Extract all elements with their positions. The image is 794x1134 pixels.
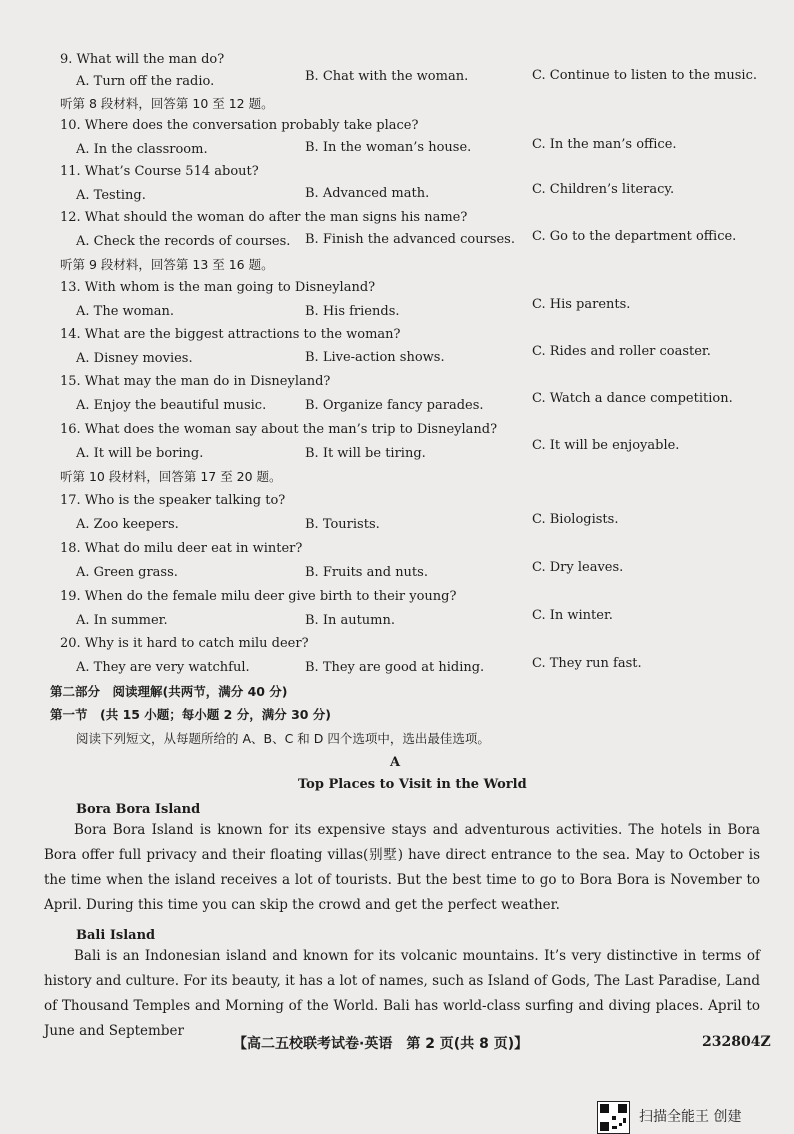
bali-heading: Bali Island (76, 928, 156, 943)
option-b: B. Finish the advanced courses. (305, 232, 515, 247)
option-c: C. Biologists. (532, 512, 619, 527)
question-19: 19. When do the female milu deer give birth to their young? (60, 589, 457, 604)
bora-bora-heading: Bora Bora Island (76, 802, 201, 817)
option-b: B. In autumn. (305, 613, 396, 628)
option-a: A. Disney movies. (76, 351, 193, 366)
material-10-heading: 听第 10 段材料，回答第 17 至 20 题。 (60, 469, 282, 484)
option-b: B. Fruits and nuts. (305, 565, 428, 580)
option-a: A. Green grass. (76, 565, 178, 580)
bali-paragraph (44, 944, 760, 1044)
option-c: C. His parents. (532, 297, 631, 312)
passage-title: Top Places to Visit in the World (298, 777, 527, 792)
question-11: 11. What’s Course 514 about? (60, 164, 259, 179)
question-15: 15. What may the man do in Disneyland? (60, 374, 331, 389)
option-c: C. In winter. (532, 608, 613, 623)
reading-instruction: 阅读下列短文，从每题所给的 A、B、C 和 D 四个选项中，选出最佳选项。 (76, 731, 490, 746)
page-footer-title: 【高二五校联考试卷·英语 第 2 页(共 8 页)】 (233, 1036, 529, 1052)
option-b: B. Organize fancy parades. (305, 398, 484, 413)
option-a: A. Turn off the radio. (76, 74, 215, 89)
question-18: 18. What do milu deer eat in winter? (60, 541, 303, 556)
option-a: A. In the classroom. (76, 142, 208, 157)
paragraph-text: Bali is an Indonesian island and known for its volcanic mountains. It’s very distinctive in terms of history and culture. For its beauty, it has a lot of names, such as Island of Gods, The Last Paradise, Land of Thousand Temples and Morning of the World. Bali has world-class surfing and diving places. April to June and September (44, 948, 760, 1039)
option-a: A. In summer. (76, 613, 168, 628)
option-c: C. In the man’s office. (532, 137, 677, 152)
section-one-heading: 第一节 (共 15 小题；每小题 2 分，满分 30 分) (50, 707, 332, 722)
question-13: 13. With whom is the man going to Disneyland? (60, 280, 376, 295)
part-two-heading: 第二部分 阅读理解(共两节，满分 40 分) (50, 684, 288, 699)
option-a: A. Check the records of courses. (76, 234, 291, 249)
question-9: 9. What will the man do? (60, 52, 225, 67)
option-b: B. Advanced math. (305, 186, 430, 201)
question-20: 20. Why is it hard to catch milu deer? (60, 636, 309, 651)
option-c: C. Go to the department office. (532, 229, 737, 244)
option-b: B. His friends. (305, 304, 400, 319)
exam-code: 232804Z (702, 1034, 771, 1050)
option-b: B. In the woman’s house. (305, 140, 472, 155)
option-c: C. It will be enjoyable. (532, 438, 680, 453)
question-14: 14. What are the biggest attractions to the woman? (60, 327, 401, 342)
question-16: 16. What does the woman say about the man’s trip to Disneyland? (60, 422, 498, 437)
passage-letter: A (390, 755, 401, 770)
question-10: 10. Where does the conversation probably take place? (60, 118, 419, 133)
material-8-heading: 听第 8 段材料，回答第 10 至 12 题。 (60, 96, 274, 111)
option-b: B. Chat with the woman. (305, 69, 469, 84)
option-c: C. Watch a dance competition. (532, 391, 733, 406)
paragraph-text: Bora Bora Island is known for its expensive stays and adventurous activities. The hotels in Bora Bora offer full privacy and their floating villas(别墅) have direct entrance to the sea. May to October is the time when the island receives a lot of tourists. But the best time to go to Bora Bora is November to April. During this time you can skip the crowd and get the perfect weather. (44, 822, 760, 913)
option-a: A. They are very watchful. (76, 660, 250, 675)
option-b: B. Tourists. (305, 517, 380, 532)
option-a: A. The woman. (76, 304, 175, 319)
option-a: A. Zoo keepers. (76, 517, 179, 532)
question-12: 12. What should the woman do after the man signs his name? (60, 210, 468, 225)
option-b: B. Live-action shows. (305, 350, 445, 365)
material-9-heading: 听第 9 段材料，回答第 13 至 16 题。 (60, 257, 274, 272)
question-17: 17. Who is the speaker talking to? (60, 493, 286, 508)
option-a: A. Testing. (76, 188, 146, 203)
qr-code-icon (597, 1101, 630, 1134)
bora-bora-paragraph (44, 818, 760, 918)
option-b: B. They are good at hiding. (305, 660, 485, 675)
option-a: A. Enjoy the beautiful music. (76, 398, 267, 413)
option-c: C. Continue to listen to the music. (532, 68, 757, 83)
option-c: C. Children’s literacy. (532, 182, 675, 197)
option-c: C. They run fast. (532, 656, 642, 671)
option-c: C. Dry leaves. (532, 560, 624, 575)
option-b: B. It will be tiring. (305, 446, 426, 461)
option-c: C. Rides and roller coaster. (532, 344, 711, 359)
scanner-watermark: 扫描全能王 创建 (639, 1109, 742, 1125)
option-a: A. It will be boring. (76, 446, 204, 461)
